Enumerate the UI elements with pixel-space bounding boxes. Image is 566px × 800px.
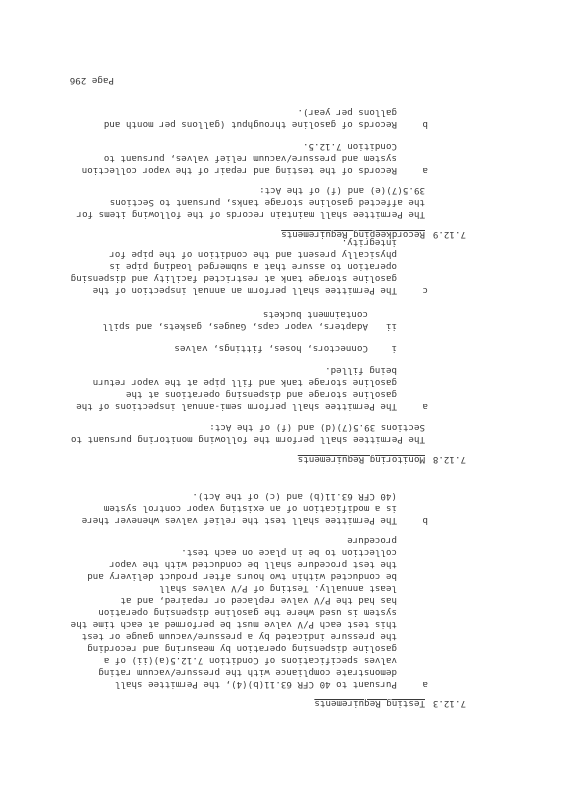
paragraph-line: Sections 39.5(7)(d) and (f) of the Act:: [209, 422, 425, 433]
section-number: 7.12.3: [432, 698, 466, 709]
paragraph-line: the test procedure shall be conducted with the vapor: [109, 559, 397, 570]
section-number: 7.12.8: [432, 454, 466, 465]
list-marker: a: [422, 401, 428, 412]
paragraph-line: procedure: [347, 535, 397, 546]
paragraph-line: the pressure indicated by a pressure/vacuum gauge or test: [81, 631, 397, 642]
list-marker: b: [422, 119, 428, 130]
sublist-item: Connectors, hoses, fittings, valves: [174, 343, 368, 354]
paragraph-line: this test each P/V valve must be performed at each time the: [70, 619, 397, 630]
sublist-marker: ii: [385, 321, 397, 332]
paragraph-line: least annually. Testing of P/V valves shall: [159, 583, 397, 594]
paragraph-line: The Permittee shall perform the following monitoring pursuant to: [70, 434, 425, 445]
section-heading: Monitoring Requirements: [297, 454, 425, 465]
paragraph-line: (40 CFR 63.11(b) and (c) of the Act).: [192, 491, 397, 502]
paragraph-line: gasoline storage tank at restricted facility and dispensing: [70, 273, 397, 284]
paragraph-line: is a modification of an existing vapor control system: [103, 503, 397, 514]
sublist-item: Adapters, vapor caps, Gauges, gaskets, and spill: [102, 321, 368, 332]
list-marker: a: [422, 165, 428, 176]
paragraph-line: the affected gasoline storage tanks, pursuant to Sections: [109, 197, 425, 208]
paragraph-line: physically present and the condition of the pipe for: [109, 249, 397, 260]
section-heading: Recordkeeping Requirements: [281, 229, 425, 240]
paragraph-line: integrity.: [341, 237, 397, 248]
list-marker: c: [422, 285, 428, 296]
paragraph-line: collection to be in place on each test.: [181, 547, 397, 558]
paragraph-line: gasoline storage and dispensing operations at the: [125, 389, 397, 400]
paragraph-line: operation to assure that a submerged loading pipe is: [109, 261, 397, 272]
section-number: 7.12.9: [432, 229, 466, 240]
paragraph-line: The Permittee shall test the relief valves whenever there: [81, 515, 397, 526]
paragraph-line: The Permittee shall perform semi-annual inspections of the: [76, 401, 397, 412]
list-marker: a: [422, 679, 428, 690]
paragraph-line: gallons per year).: [297, 107, 397, 118]
paragraph-line: The Permittee shall perform an annual inspection of the: [92, 285, 397, 296]
paragraph-line: system is used where the gasoline dispensing operation: [98, 607, 397, 618]
paragraph-line: 39.5(7)(e) and (f) of the Act:: [259, 185, 425, 196]
paragraph-line: being filled.: [325, 365, 397, 376]
paragraph-line: demonstrate compliance with the pressure/vacuum rating: [98, 667, 397, 678]
paragraph-line: The Permittee shall maintain records of the following items for: [76, 209, 425, 220]
paragraph-line: Pursuant to 40 CFR 63.11(b)(4), the Permittee shall: [114, 679, 397, 690]
sublist-marker: i: [391, 343, 397, 354]
paragraph-line: valves specifications of Condition 7.12.5(a)(ii) of a: [103, 655, 397, 666]
paragraph-line: be conducted within two hours after product delivery and: [87, 571, 397, 582]
paragraph-line: Records of gasoline throughput (gallons per month and: [103, 119, 397, 130]
paragraph-line: system and pressure/vacuum relief valves, pursuant to: [103, 153, 397, 164]
paragraph-line: gasoline dispensing operation by measuring and recording: [87, 643, 397, 654]
paragraph-line: has had the P/V valve replaced or repaired, and at: [120, 595, 397, 606]
section-heading: Testing Requirements: [314, 698, 425, 709]
list-marker: b: [422, 515, 428, 526]
paragraph-line: gasoline storage tank and fill pipe at the vapor return: [92, 377, 397, 388]
sublist-item: containment buckets: [262, 309, 368, 320]
paragraph-line: Condition 7.12.5.: [302, 141, 397, 152]
page-number: Page 296: [69, 75, 114, 86]
paragraph-line: Records of the testing and repair of the vapor collection: [81, 165, 397, 176]
